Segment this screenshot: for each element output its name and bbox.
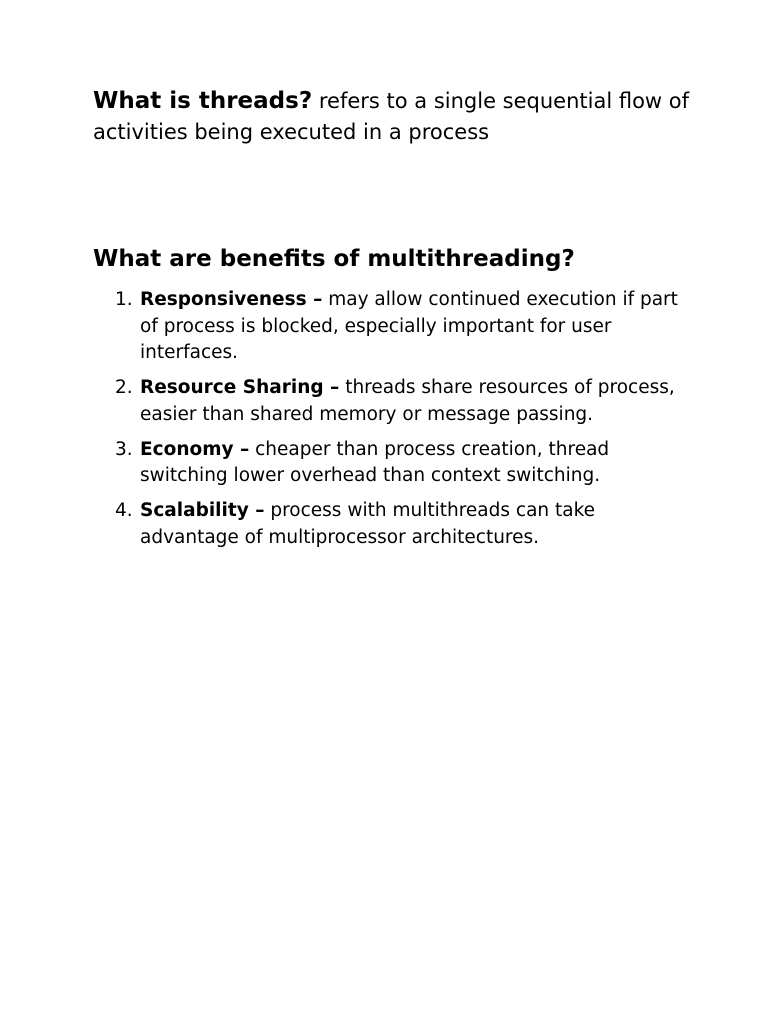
benefit-description: threads share resources of process, easier than shared memory or message passing. (140, 377, 675, 425)
benefit-term: Scalability – (140, 500, 265, 521)
benefit-item (93, 498, 693, 551)
intro-paragraph (93, 86, 693, 148)
intro-question: What is threads? (93, 88, 313, 114)
benefit-item (93, 375, 693, 428)
benefit-item (93, 287, 693, 367)
benefit-item (93, 437, 693, 490)
benefit-number: 4. (115, 500, 133, 521)
benefit-term: Economy – (140, 438, 250, 460)
benefit-number: 3. (115, 438, 133, 460)
benefits-heading: What are benefits of multithreading? (93, 246, 575, 272)
benefits-list (93, 287, 693, 560)
benefit-description: may allow continued execution if part of process is blocked, especially important for user interfaces. (140, 289, 678, 363)
benefit-term: Responsiveness – (140, 289, 323, 310)
benefit-description: process with multithreads can take advantage of multiprocessor architectures. (140, 500, 596, 548)
intro-answer: refers to a single sequential flow of activities being executed in a process (93, 89, 690, 144)
benefit-number: 1. (115, 289, 133, 310)
benefit-description: cheaper than process creation, thread switching lower overhead than context switching. (140, 438, 610, 486)
benefit-number: 2. (115, 377, 133, 398)
benefit-term: Resource Sharing – (140, 377, 340, 398)
